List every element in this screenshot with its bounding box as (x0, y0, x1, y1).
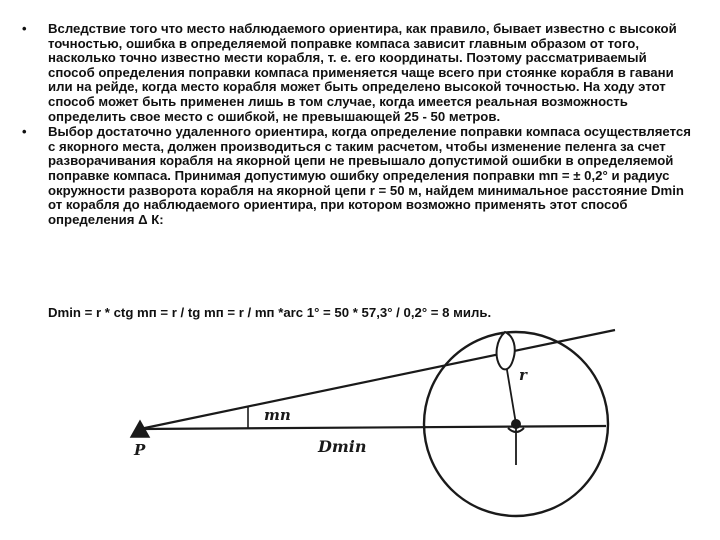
distance-line (140, 426, 606, 429)
radius-label: r (519, 366, 527, 384)
paragraph-text: Вследствие того что место наблюдаемого ориентира, как правило, бывает известно с высокой точностью, ошибка в определяемой поправке компаса зависит главным образом от того, насколько точно известно мести корабля, т. е. его координаты. Поэтому рассматриваемый способ определения поправки компаса применяется чаще всего при стоянке корабля в гавани или на рейде, когда место корабля может быть определено высокой точностью. На ходу этот способ может быть применен лишь в том случае, когда имеется реальная возможность определить свое место с ошибкой, не превышающей 25 - 50 метров. (48, 21, 677, 124)
angle-label: mп (264, 406, 291, 424)
formula-line: Dmin = r * ctg mп = r / tg mп = r / mп *arc 1° = 50 * 57,3° / 0,2° = 8 миль. (48, 305, 492, 320)
paragraph-text: Выбор достаточно удаленного ориентира, когда определение поправки компаса осуществляется с якорного места, должен производиться с таким расчетом, чтобы изменение пеленга за счет разворачивания корабля на якорной цепи не превышало допустимой ошибки в определяемой поправке компаса. Принимая допустимую ошибку определения поправки mп = ± 0,2° и радиус окружности разворота корабля на якорной цепи r = 50 м, найдем минимальное расстояние Dmin от корабля до наблюдаемого ориентира, при котором возможно применять этот способ определения Δ К: (48, 124, 691, 227)
bullet-marker: • (22, 21, 27, 36)
bearing-line (140, 330, 615, 429)
landmark-label: P (134, 441, 146, 459)
distance-label: Dmin (318, 437, 367, 456)
radius-line (506, 364, 516, 424)
bullet-marker: • (22, 124, 27, 140)
ship-icon (497, 332, 515, 369)
